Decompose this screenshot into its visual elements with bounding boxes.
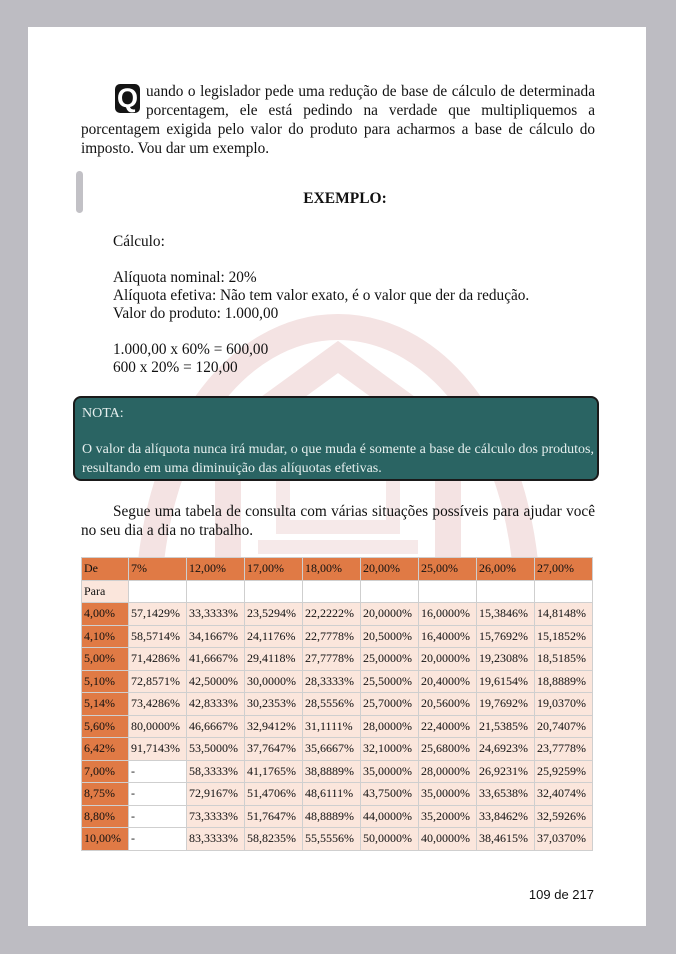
table-cell: 15,1852% — [535, 625, 593, 648]
drop-cap: Q — [116, 83, 138, 113]
page-number: 109 de 217 — [528, 887, 594, 902]
nota-title: NOTA: — [82, 406, 124, 421]
table-row — [82, 805, 593, 828]
table-header-row — [82, 558, 593, 581]
table-cell: 32,9412% — [245, 715, 303, 738]
table-cell: 19,7692% — [477, 693, 535, 716]
table-cell: 73,3333% — [187, 805, 245, 828]
nota-text: O valor da alíquota nunca irá mudar, o que muda é somente a base de cálculo dos produtos, resultando em uma diminuição das alíquotas efetivas. — [82, 442, 594, 476]
table-cell: 20,0000% — [419, 648, 477, 671]
table-cell: 44,0000% — [361, 805, 419, 828]
table-cell: 20,0000% — [361, 603, 419, 626]
table-cell: 24,1176% — [245, 625, 303, 648]
table-row-label: 7,00% — [82, 760, 129, 783]
table-header-cell: 27,00% — [535, 558, 593, 581]
formula-1: 1.000,00 x 60% = 600,00 — [113, 341, 269, 358]
table-row — [82, 693, 593, 716]
table-row-label: 5,10% — [82, 670, 129, 693]
table-cell: 40,0000% — [419, 828, 477, 851]
table-cell: 19,2308% — [477, 648, 535, 671]
table-cell: 33,3333% — [187, 603, 245, 626]
table-cell: 34,1667% — [187, 625, 245, 648]
table-cell: 48,6111% — [303, 783, 361, 806]
table-cell: 51,7647% — [245, 805, 303, 828]
table-header-cell: 20,00% — [361, 558, 419, 581]
table-cell: 15,3846% — [477, 603, 535, 626]
table-cell: 38,4615% — [477, 828, 535, 851]
table-row-label: 5,00% — [82, 648, 129, 671]
table-cell: 28,0000% — [361, 715, 419, 738]
table-row — [82, 625, 593, 648]
table-row-label: 5,14% — [82, 693, 129, 716]
table-cell: 30,0000% — [245, 670, 303, 693]
table-cell: 24,6923% — [477, 738, 535, 761]
table-cell: 15,7692% — [477, 625, 535, 648]
table-cell: 29,4118% — [245, 648, 303, 671]
table-cell: 23,7778% — [535, 738, 593, 761]
table-cell: 16,4000% — [419, 625, 477, 648]
table-cell: 22,2222% — [303, 603, 361, 626]
table-cell: 35,6667% — [303, 738, 361, 761]
table-cell: - — [129, 805, 187, 828]
table-cell: 21,5385% — [477, 715, 535, 738]
table-cell: 32,5926% — [535, 805, 593, 828]
aliquota-efetiva: Alíquota efetiva: Não tem valor exato, é o valor que der da redução. — [113, 287, 530, 304]
table-row — [82, 715, 593, 738]
table-cell: 35,0000% — [419, 783, 477, 806]
table-cell: 35,2000% — [419, 805, 477, 828]
table-cell: 20,7407% — [535, 715, 593, 738]
table-row — [82, 648, 593, 671]
table-cell: 20,5600% — [419, 693, 477, 716]
table-cell: 19,6154% — [477, 670, 535, 693]
table-cell: 25,6800% — [419, 738, 477, 761]
example-title: EXEMPLO: — [303, 190, 387, 207]
table-row — [82, 670, 593, 693]
table-cell: 38,8889% — [303, 760, 361, 783]
table-cell: 58,8235% — [245, 828, 303, 851]
table-cell: 19,0370% — [535, 693, 593, 716]
table-cell: 25,7000% — [361, 693, 419, 716]
table-row-label: 4,00% — [82, 603, 129, 626]
intro-paragraph — [81, 82, 595, 158]
table-cell: 28,5556% — [303, 693, 361, 716]
table-cell: 30,2353% — [245, 693, 303, 716]
table-row — [82, 760, 593, 783]
table-cell: 27,7778% — [303, 648, 361, 671]
table-row-label: 8,80% — [82, 805, 129, 828]
table-cell: 42,5000% — [187, 670, 245, 693]
table-corner-label: De — [82, 558, 129, 581]
table-cell: 41,1765% — [245, 760, 303, 783]
table-cell: 42,8333% — [187, 693, 245, 716]
table-cell: 33,8462% — [477, 805, 535, 828]
table-cell: 32,1000% — [361, 738, 419, 761]
table-cell: 50,0000% — [361, 828, 419, 851]
table-intro-paragraph: Segue uma tabela de consulta com várias situações possíveis para ajudar você no seu dia a dia no trabalho. — [81, 503, 595, 539]
table-header-cell: 18,00% — [303, 558, 361, 581]
table-cell: 58,3333% — [187, 760, 245, 783]
table-row — [82, 738, 593, 761]
table-header-cell: 26,00% — [477, 558, 535, 581]
table-cell: 91,7143% — [129, 738, 187, 761]
table-cell: 53,5000% — [187, 738, 245, 761]
table-subheader-row — [82, 580, 593, 603]
table-cell: 28,3333% — [303, 670, 361, 693]
table-cell: 55,5556% — [303, 828, 361, 851]
table-row-label: 8,75% — [82, 783, 129, 806]
table-cell: 72,8571% — [129, 670, 187, 693]
valor-produto: Valor do produto: 1.000,00 — [113, 305, 279, 322]
table-header-cell: 12,00% — [187, 558, 245, 581]
formula-2: 600 x 20% = 120,00 — [113, 359, 238, 376]
table-cell: 51,4706% — [245, 783, 303, 806]
table-cell: 31,1111% — [303, 715, 361, 738]
table-cell: 41,6667% — [187, 648, 245, 671]
table-cell: 22,4000% — [419, 715, 477, 738]
table-cell: 48,8889% — [303, 805, 361, 828]
table-cell: 71,4286% — [129, 648, 187, 671]
table-cell: 25,5000% — [361, 670, 419, 693]
table-body — [82, 558, 593, 851]
table-cell: 20,4000% — [419, 670, 477, 693]
table-cell: 80,0000% — [129, 715, 187, 738]
table-cell: 28,0000% — [419, 760, 477, 783]
table-cell: 43,7500% — [361, 783, 419, 806]
table-cell: 22,7778% — [303, 625, 361, 648]
table-row-label: 10,00% — [82, 828, 129, 851]
table-row-label: 6,42% — [82, 738, 129, 761]
table-cell: 16,0000% — [419, 603, 477, 626]
table-cell: 32,4074% — [535, 783, 593, 806]
reduction-table — [81, 557, 593, 851]
document-page — [28, 27, 646, 926]
table-cell: 83,3333% — [187, 828, 245, 851]
table-cell: 58,5714% — [129, 625, 187, 648]
nota-box — [73, 396, 599, 481]
table-cell: - — [129, 760, 187, 783]
table-cell: 37,0370% — [535, 828, 593, 851]
table-cell: 26,9231% — [477, 760, 535, 783]
table-cell: 46,6667% — [187, 715, 245, 738]
table-cell: 35,0000% — [361, 760, 419, 783]
table-cell: 25,9259% — [535, 760, 593, 783]
table-cell: 57,1429% — [129, 603, 187, 626]
table-row — [82, 828, 593, 851]
table-row-label: 5,60% — [82, 715, 129, 738]
table-header-cell: 25,00% — [419, 558, 477, 581]
table-header-cell: 17,00% — [245, 558, 303, 581]
table-cell: 18,8889% — [535, 670, 593, 693]
table-cell: - — [129, 828, 187, 851]
table-cell: 37,7647% — [245, 738, 303, 761]
table-cell: 73,4286% — [129, 693, 187, 716]
calc-label: Cálculo: — [113, 233, 165, 250]
table-cell: 72,9167% — [187, 783, 245, 806]
table-cell: 14,8148% — [535, 603, 593, 626]
table-cell: 25,0000% — [361, 648, 419, 671]
table-sub-label: Para — [82, 580, 129, 603]
table-row — [82, 783, 593, 806]
table-cell: 33,6538% — [477, 783, 535, 806]
table-cell: 18,5185% — [535, 648, 593, 671]
aliquota-nominal: Alíquota nominal: 20% — [113, 269, 257, 286]
table-row — [82, 603, 593, 626]
table-cell: 23,5294% — [245, 603, 303, 626]
table-cell: - — [129, 783, 187, 806]
table-header-cell: 7% — [129, 558, 187, 581]
table-row-label: 4,10% — [82, 625, 129, 648]
table-cell: 20,5000% — [361, 625, 419, 648]
intro-text: uando o legislador pede uma redução de base de cálculo de determinada porcentagem, ele está pedindo na verdade que multipliquemos a porcentagem exigida pelo valor do produto para acharmos a base de cálculo do imposto. Vou dar um exemplo. — [81, 83, 595, 157]
